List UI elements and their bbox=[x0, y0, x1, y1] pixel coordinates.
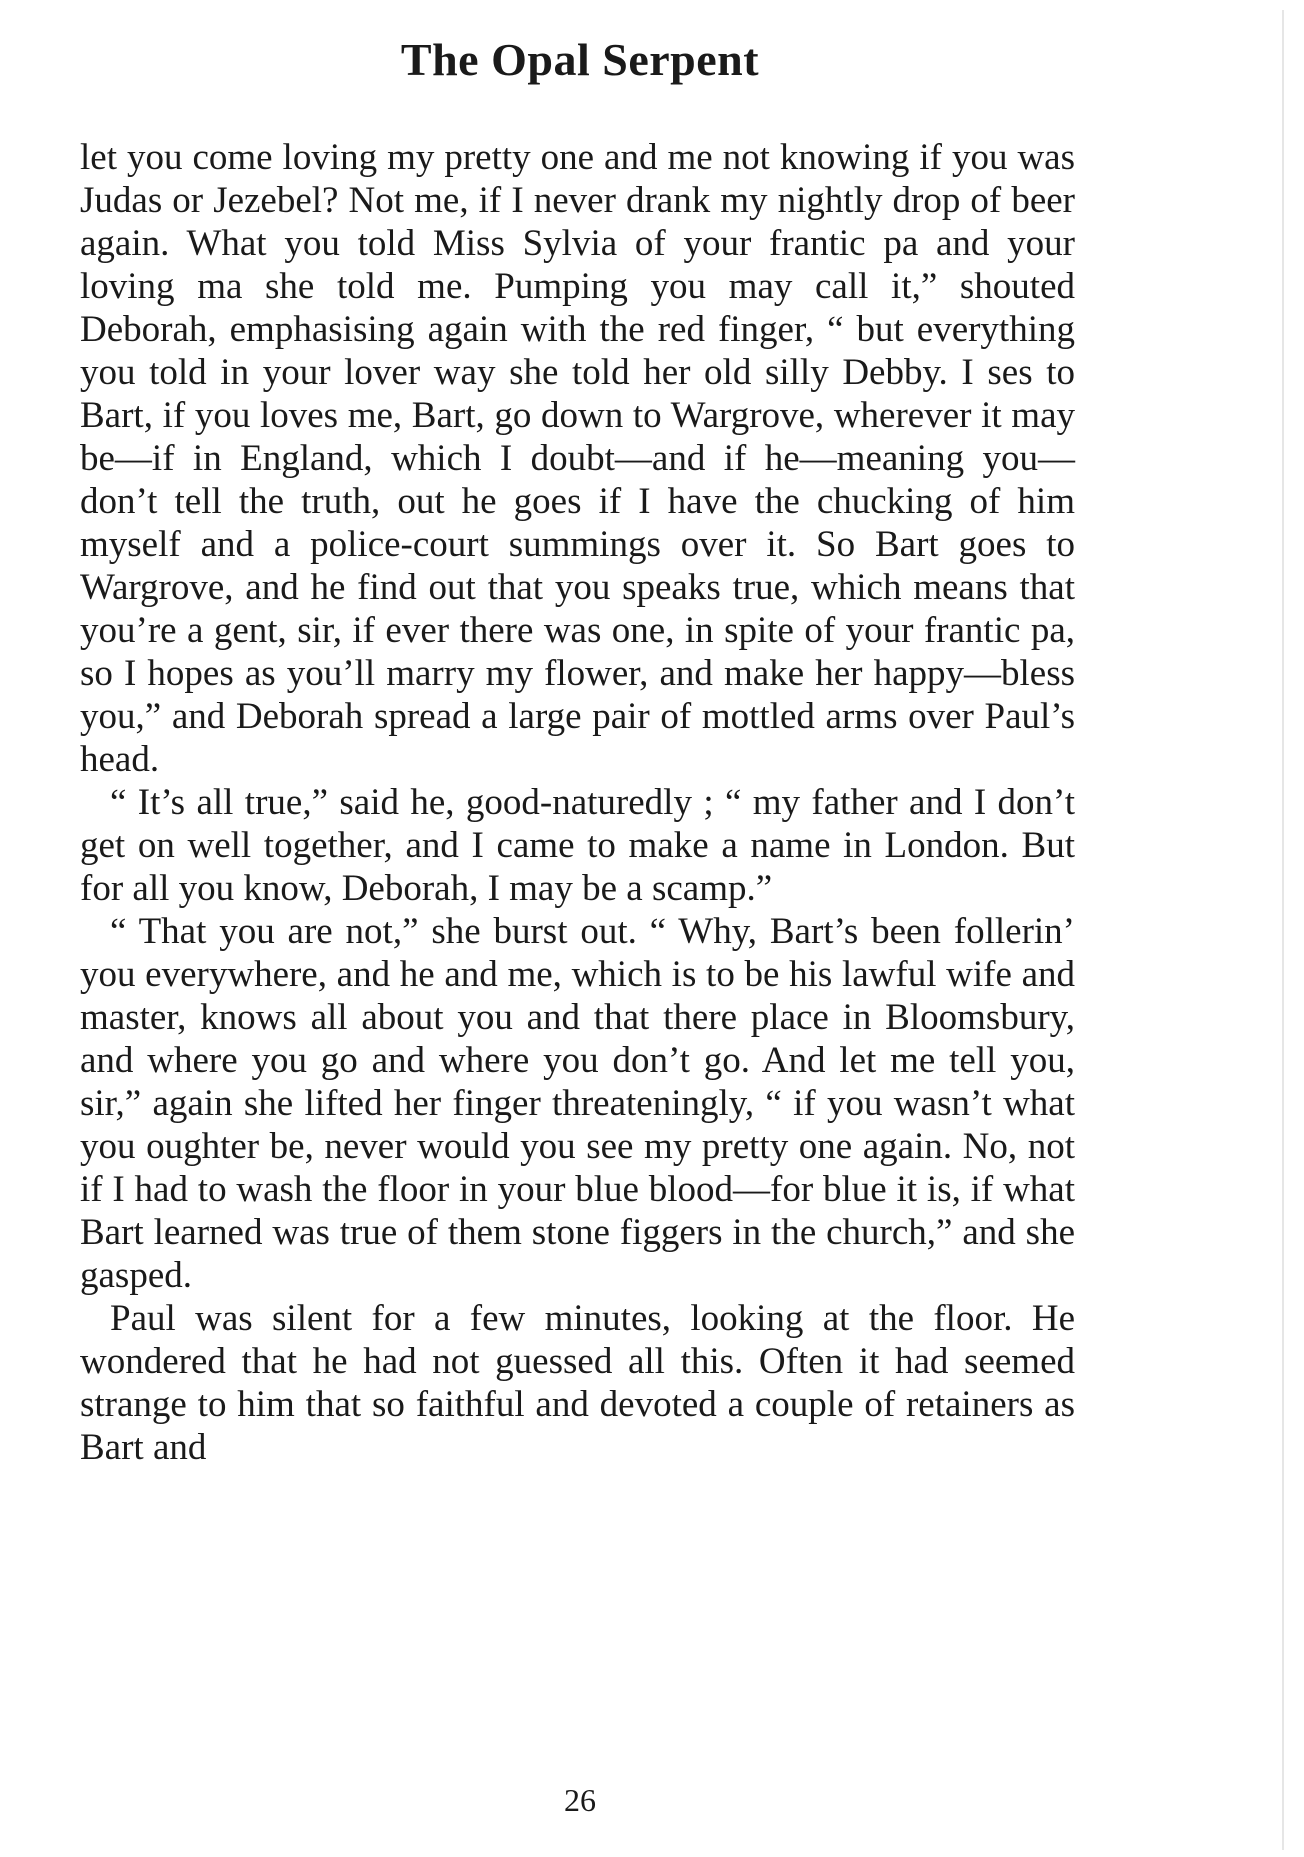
page-edge-shadow bbox=[1282, 10, 1284, 1850]
page-number: 26 bbox=[564, 1782, 596, 1818]
paragraph-3: “ That you are not,” she burst out. “ Why, Bart’s been follerin’ you everywhere, and he and me, which is to be his lawful wife and master, knows all about you and that there place in Bloomsbury, and where you go and where you don’t go. And let me tell you, sir,” again she lifted her finger threateningly, “ if you wasn’t what you oughter be, never would you see my pretty one again. No, not if I had to wash the floor in your blue blood—for blue it is, if what Bart learned was true of them stone figgers in the church,” and she gasped. bbox=[80, 911, 1075, 1296]
body-text bbox=[80, 136, 1075, 1469]
running-title: The Opal Serpent bbox=[400, 34, 760, 85]
paragraph-2: “ It’s all true,” said he, good-naturedly ; “ my father and I don’t get on well together, and I came to make a name in London. But for all you know, Deborah, I may be a scamp.” bbox=[80, 782, 1075, 909]
paragraph-4: Paul was silent for a few minutes, looking at the floor. He wondered that he had not guessed all this. Often it had seemed strange to him that so faithful and devoted a couple of retainers as Bart and bbox=[80, 1298, 1075, 1468]
paragraph-1: let you come loving my pretty one and me not knowing if you was Judas or Jezebel? Not me, if I never drank my nightly drop of beer again. What you told Miss Sylvia of your frantic pa and your loving ma she told me. Pumping you may call it,” shouted Deborah, emphasising again with the red finger, “ but everything you told in your lover way she told her old silly Debby. I ses to Bart, if you loves me, Bart, go down to Wargrove, wherever it may be—if in England, which I doubt—and if he—meaning you—don’t tell the truth, out he goes if I have the chucking of him myself and a police-court summings over it. So Bart goes to Wargrove, and he find out that you speaks true, which means that you’re a gent, sir, if ever there was one, in spite of your frantic pa, so I hopes as you’ll marry my flower, and make her happy—bless you,” and Deborah spread a large pair of mottled arms over Paul’s head. bbox=[80, 137, 1075, 780]
